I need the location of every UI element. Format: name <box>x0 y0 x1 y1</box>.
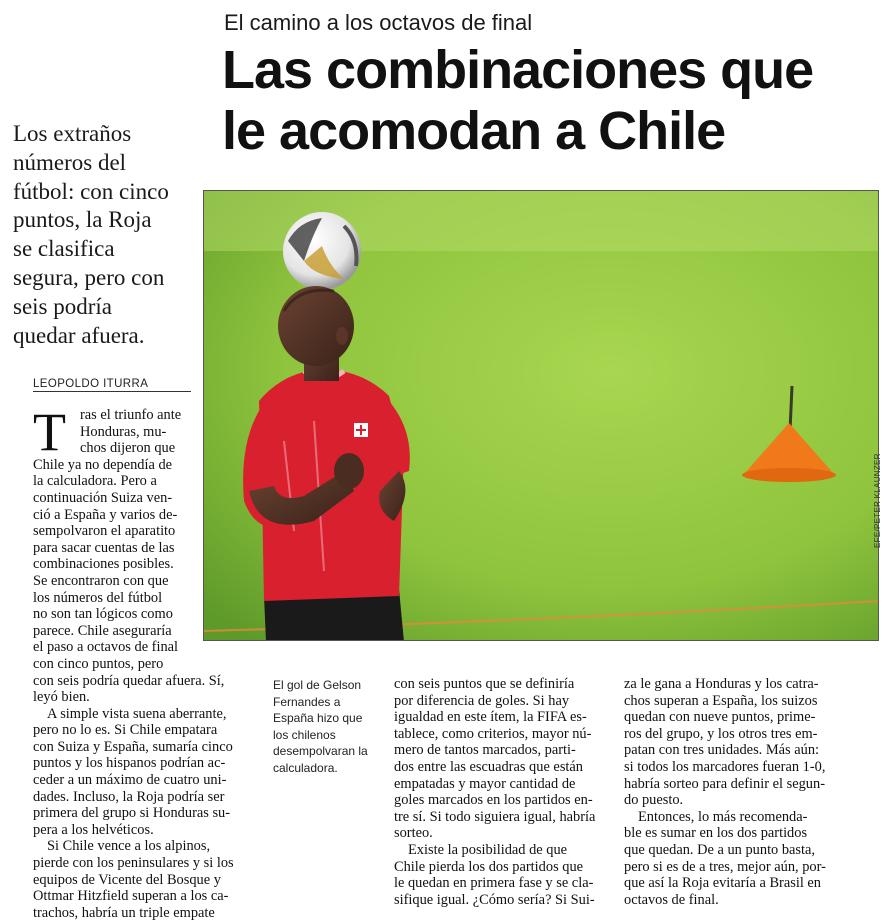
article-line: por diferencia de goles. Si hay <box>394 692 570 709</box>
headline-line-1: Las combinaciones que <box>222 40 814 100</box>
caption-line: desempolvaran la <box>273 744 368 758</box>
deck-line: segura, pero con <box>13 264 165 290</box>
article-line: dos entre las escuadras que están <box>394 758 584 775</box>
article-column-2 <box>394 676 614 908</box>
deck-line: números del <box>13 149 127 175</box>
article-column-1 <box>33 402 253 921</box>
article-line: con Suiza y España, sumaría cinco <box>33 738 233 755</box>
article-line: continuación Suiza ven- <box>33 489 173 506</box>
article-line: sempolvaron el aparatito <box>33 523 176 540</box>
article-line: pero no lo es. Si Chile empatara <box>33 722 218 739</box>
article-line: mero de tantos marcados, parti- <box>394 742 576 759</box>
byline: LEOPOLDO ITURRA <box>33 378 191 392</box>
photo-credit: EFE/PETER KLAUNZER <box>873 453 882 548</box>
article-column-3 <box>624 676 846 908</box>
article-line: no son tan lógicos como <box>33 606 173 623</box>
article-line: que así la Roja evitaría a Brasil en <box>624 875 821 892</box>
article-photo <box>203 190 879 641</box>
kicker: El camino a los octavos de final <box>224 10 533 35</box>
headline-line-2: le acomodan a Chile <box>222 101 726 161</box>
caption-line: calculadora. <box>273 760 338 775</box>
article-line: chos superan a España, los suizos <box>624 692 818 709</box>
article-line: con cinco puntos, pero <box>33 655 164 672</box>
article-line: Existe la posibilidad de que <box>408 841 568 858</box>
article-line: si todos los marcadores fueran 1-0, <box>624 758 826 775</box>
deck-line: quedar afuera. <box>13 322 145 348</box>
article-line: con seis puntos que se definiría <box>394 676 575 692</box>
caption-line: España hizo que <box>273 711 363 725</box>
article-line: con seis podría quedar afuera. Sí, <box>33 672 225 689</box>
article-line: A simple vista suena aberrante, <box>47 705 227 722</box>
article-line: Si Chile vence a los alpinos, <box>47 838 211 855</box>
deck <box>13 120 198 350</box>
article-line: ras el triunfo ante <box>80 407 182 423</box>
article-line: do puesto. <box>624 792 684 809</box>
article-line: parece. Chile aseguraría <box>33 622 172 639</box>
article-line: habría sorteo para definir el segun- <box>624 775 825 792</box>
deck-line: Los extraños <box>13 121 132 146</box>
article-line: za le gana a Honduras y los catra- <box>624 676 819 692</box>
article-line: el paso a octavos de final <box>33 639 179 656</box>
article-line: que quedan. De a un punto basta, <box>624 841 816 858</box>
article-line: patan con tres unidades. Más aún: <box>624 742 820 759</box>
deck-line: se clasifica <box>13 236 115 262</box>
article-line: empatadas y mayor cantidad de <box>394 775 576 792</box>
article-line: pierde con los peninsulares y si los <box>33 855 234 872</box>
article-line: Honduras, mu- <box>80 423 167 440</box>
article-line: primera del grupo si Honduras su- <box>33 805 231 822</box>
headline <box>222 40 892 162</box>
article-line: ceder a un máximo de cuatro uni- <box>33 772 227 789</box>
drop-cap: T <box>33 402 66 462</box>
article-line: sifique igual. ¿Cómo sería? Si Sui- <box>394 891 595 908</box>
article-line: le quedan en primera fase y se cla- <box>394 875 594 892</box>
article-line: octavos de final. <box>624 891 719 908</box>
article-line: para sacar cuentas de las <box>33 539 175 556</box>
article-line: quedan con nueve puntos, prime- <box>624 709 816 726</box>
article-line: pero si es de a tres, mejor aún, por- <box>624 858 826 875</box>
article-line: equipos de Vicente del Bosque y <box>33 871 221 888</box>
article-line: combinaciones posibles. <box>33 556 174 573</box>
article-line: Chile pierda los dos partidos que <box>394 858 584 875</box>
soccer-player-heading-ball-photo <box>204 191 879 641</box>
caption-line: El gol de Gelson <box>273 678 362 692</box>
article-line: los números del fútbol <box>33 589 163 606</box>
deck-line: fútbol: con cinco <box>13 178 169 204</box>
article-line: leyó bien. <box>33 689 90 706</box>
article-line: pera a los helvéticos. <box>33 821 154 838</box>
article-line: Se encontraron con que <box>33 572 169 589</box>
article-line: Entonces, lo más recomenda- <box>638 808 808 825</box>
article-line: ble es sumar en los dos partidos <box>624 825 808 842</box>
article-line: ros del grupo, y los otros tres em- <box>624 725 818 742</box>
caption-line: Fernandes a <box>273 694 341 709</box>
deck-line: puntos, la Roja <box>13 207 152 233</box>
article-line: igualdad en este ítem, la FIFA es- <box>394 709 587 726</box>
photo-caption <box>273 677 381 776</box>
article-line: ció a España y varios de- <box>33 506 178 523</box>
article-line: Chile ya no dependía de <box>33 456 173 473</box>
caption-line: los chilenos <box>273 727 336 742</box>
article-line: trachos, habría un triple empate <box>33 904 215 921</box>
deck-line: seis podría <box>13 293 113 319</box>
article-line: tablece, como criterios, mayor nú- <box>394 725 592 742</box>
article-line: dades. Incluso, la Roja podría ser <box>33 788 225 805</box>
article-line: puntos y los hispanos podrían ac- <box>33 755 226 772</box>
article-line: chos dijeron que <box>80 440 176 457</box>
article-line: tre sí. Si todo siguiera igual, habría <box>394 808 596 825</box>
article-line: goles marcados en los partidos en- <box>394 792 593 809</box>
article-line: la calculadora. Pero a <box>33 473 157 490</box>
article-line: sorteo. <box>394 825 433 842</box>
article-line: Ottmar Hitzfield superan a los ca- <box>33 888 229 905</box>
